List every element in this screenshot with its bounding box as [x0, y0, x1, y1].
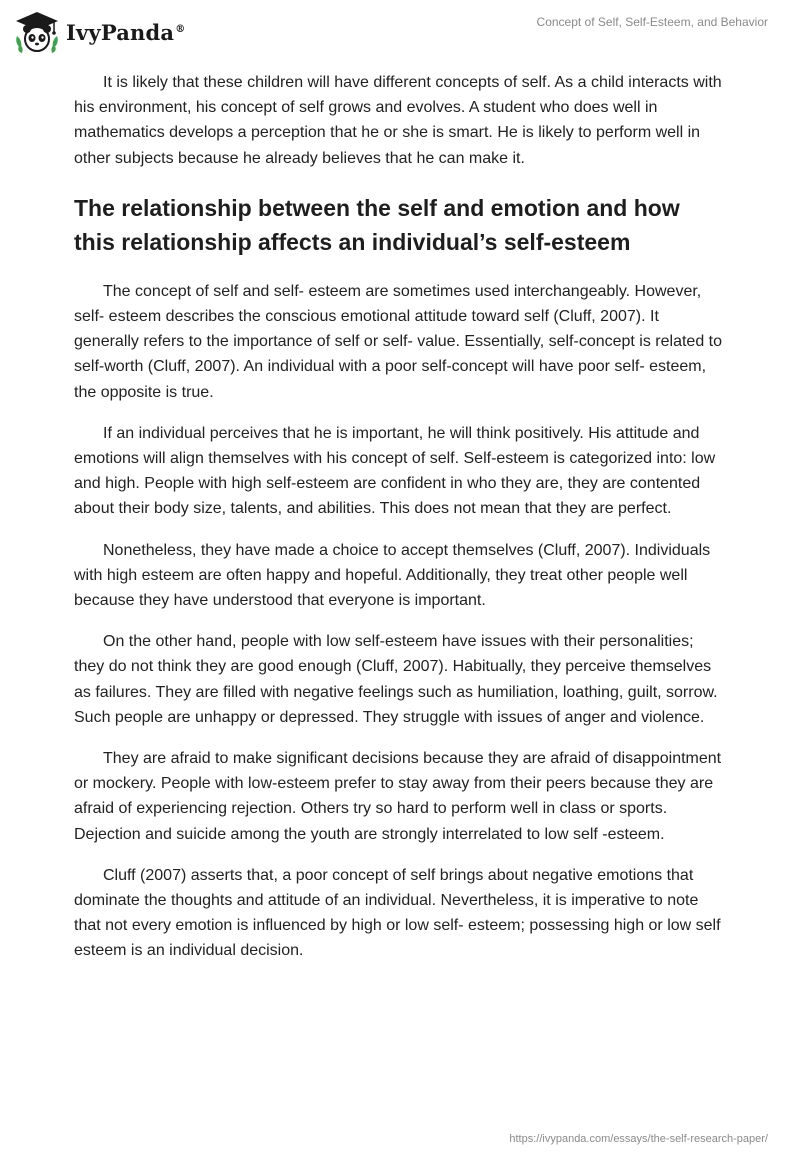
registered-mark: ® — [175, 23, 186, 35]
body-paragraph: On the other hand, people with low self-esteem have issues with their personalities; they do not think they are good enough (Cluff, 2007). Habitually, they perceive themselves as failures. They are filled with negative feelings such as humiliation, loathing, guilt, sorrow. Such people are unhappy or depressed. They struggle with issues of anger and violence. — [74, 633, 718, 726]
ivypanda-logo[interactable] — [14, 10, 185, 54]
panda-graduation-cap-icon — [14, 10, 60, 54]
logo-wordmark — [66, 20, 185, 45]
body-paragraph: The concept of self and self- esteem are sometimes used interchangeably. However, self- esteem describes the conscious emotional attitude toward self (Cluff, 2007). It generally refers to the importance of self or self- value. Essentially, self-concept is related to self-worth (Cluff, 2007). An individual with a poor self-concept will have poor self- esteem, the opposite is true. — [74, 282, 723, 401]
essay-content — [74, 70, 724, 980]
source-url[interactable]: https://ivypanda.com/essays/the-self-research-paper/ — [509, 1133, 768, 1145]
page-header — [0, 0, 800, 60]
intro-paragraph: It is likely that these children will have different concepts of self. As a child interacts with his environment, his concept of self grows and evolves. A student who does well in mathematics develops a perception that he or she is smart. He is likely to perform well in other subjects because he already believes that he can make it. — [74, 74, 722, 167]
body-paragraph: Nonetheless, they have made a choice to accept themselves (Cluff, 2007). Individuals with high esteem are often happy and hopeful. Additionally, they treat other people well because they have understood that everyone is important. — [74, 541, 711, 610]
logo-text: IvyPanda — [66, 19, 175, 45]
body-paragraph: Cluff (2007) asserts that, a poor concept of self brings about negative emotions that dominate the thoughts and attitude of an individual. Nevertheless, it is imperative to note that not every emotion is influenced by high or low self- esteem; possessing high or low self esteem is an individual decision. — [74, 866, 721, 960]
body-paragraph: They are afraid to make significant decisions because they are afraid of disappointment or mockery. People with low-esteem prefer to stay away from their peers because they are afraid of experiencing rejection. Others try so hard to perform well in class or sports. Dejection and suicide among the youth are strongly interrelated to low self -esteem. — [74, 750, 722, 843]
body-paragraph: If an individual perceives that he is important, he will think positively. His attitude and emotions will align themselves with his concept of self. Self-esteem is categorized into: low and high. People with high self-esteem are confident in who they are, they are contented about their body size, talents, and abilities. This does not mean that they are perfect. — [74, 424, 716, 518]
document-title: Concept of Self, Self-Esteem, and Behavior — [536, 15, 768, 29]
section-heading: The relationship between the self and emotion and how this relationship affects an individual’s self-esteem — [74, 194, 680, 255]
